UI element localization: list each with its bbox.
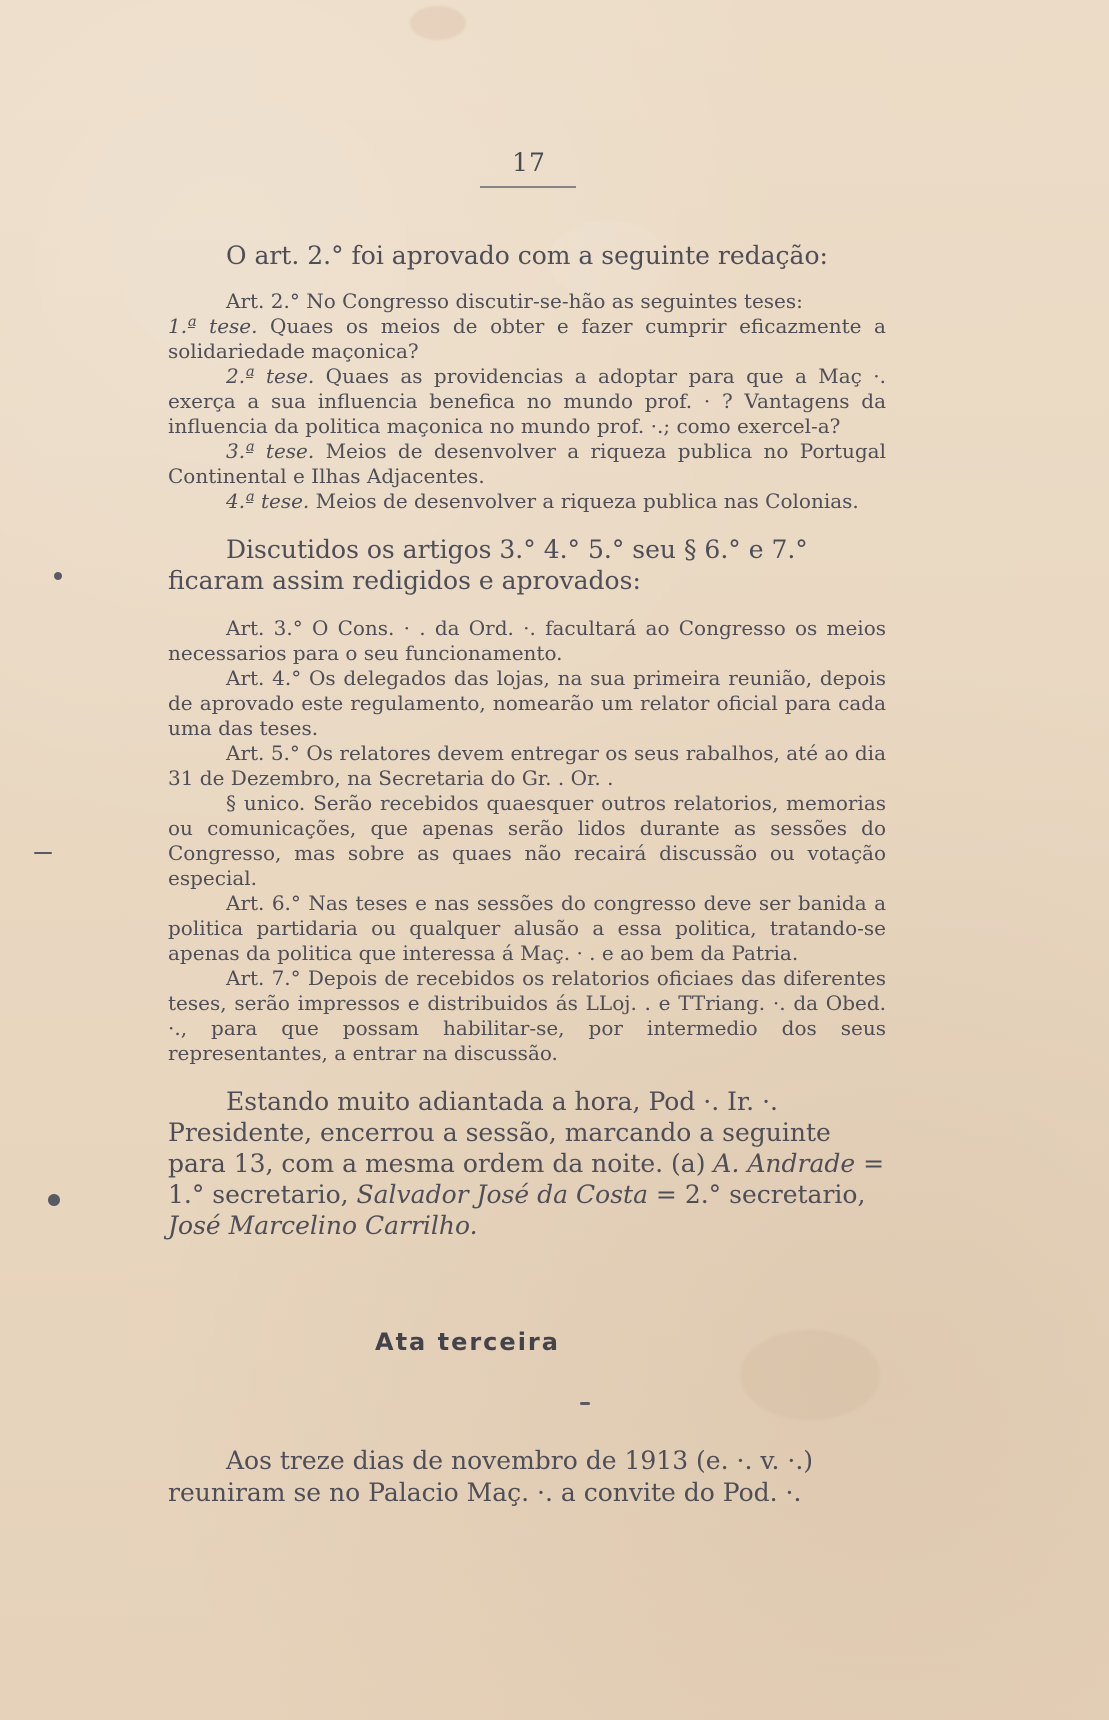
paragraph-space — [168, 596, 886, 616]
tese3-label: 3.ª tese. — [226, 439, 315, 463]
paragraph-art4: Art. 4.° Os delegados das lojas, na sua primeira reunião, depois de aprovado este regulamento, nomearão um relator oficial para cada uma das teses. — [168, 666, 886, 740]
tese2-text: Quaes as providencias a adoptar para que a Maç ·. exerça a sua influencia benefica no mundo prof. · ? Vantagens da influencia da politica maçonica no mundo prof. ·.; como exercel-a? — [168, 364, 886, 438]
closing-text-c: = 1.° secretario, — [168, 1149, 885, 1209]
paragraph-art5: Art. 5.° Os relatores devem entregar os seus rabalhos, até ao dia 31 de Dezembro, na Secretaria do Gr. . Or. . — [168, 741, 886, 790]
paragraph-unico: § unico. Serão recebidos quaesquer outros relatorios, memorias ou comunicações, que apenas serão lidos durante as sessões do Congresso, mas sobre as quaes não recairá discussão ou votação especial. — [168, 791, 886, 890]
tese3-text: Meios de desenvolver a riqueza publica no Portugal Continental e Ilhas Adjacentes. — [168, 439, 886, 488]
paragraph-art6: Art. 6.° Nas teses e nas sessões do congresso deve ser banida a politica partidaria ou qualquer alusão a essa politica, tratando-se apenas da politica que interessa á Maç. · . e ao bem da Patria. — [168, 891, 886, 965]
section-title: Ata terceira — [375, 1328, 560, 1356]
paragraph-tese4 — [168, 489, 886, 514]
paragraph-art7: Art. 7.° Depois de recebidos os relatorios oficiaes das diferentes teses, serão impressos e distribuidos ás LLoj. . e TTriang. ·. da Obed. ·., para que possam habilitar-se, por intermedio dos seus representantes, a entrar na discussão. — [168, 966, 886, 1065]
paragraph-tese2 — [168, 364, 886, 439]
tese1-text: Quaes os meios de obter e fazer cumprir eficazmente a solidariedade maçonica? — [168, 314, 886, 363]
margin-mark — [34, 852, 52, 854]
signature-name-costa: Salvador José da Costa — [356, 1180, 648, 1209]
tese4-text: Meios de desenvolver a riqueza publica nas Colonias. — [309, 489, 859, 513]
closing-text-a: Estando muito adiantada a hora, Pod ·. Ir. ·. Presidente, encerrou a sessão, marcando a seguinte para 13, com a mesma ordem da noite. (a) — [168, 1087, 831, 1178]
paper-stain — [740, 1330, 880, 1420]
section-mark — [580, 1402, 590, 1405]
bottom-paragraph: Aos treze dias de novembro de 1913 (e. ·. v. ·.) reuniram se no Palacio Maç. ·. a convite do Pod. ·. — [168, 1446, 814, 1507]
page-number-rule — [480, 186, 576, 188]
closing-paragraph — [168, 1086, 886, 1241]
margin-mark — [54, 572, 62, 580]
signature-name-andrade: A. Andrade — [713, 1149, 856, 1178]
discussion-paragraph: Discutidos os artigos 3.° 4.° 5.° seu § 6.° e 7.° ficaram assim redigidos e aprovados: — [168, 535, 808, 595]
paragraph-art3: Art. 3.° O Cons. · . da Ord. ·. facultará ao Congresso os meios necessarios para o seu funcionamento. — [168, 616, 886, 665]
paragraph-tese1 — [168, 314, 886, 364]
page-number: 17 — [512, 148, 546, 177]
tese4-label: 4.ª tese. — [226, 489, 310, 513]
tese1-label: 1.ª tese. — [168, 314, 258, 338]
paper-stain — [410, 6, 466, 40]
signature-name-carrilho: José Marcelino Carrilho. — [168, 1211, 478, 1240]
paragraph-space — [168, 514, 886, 534]
main-text — [168, 240, 886, 1241]
paragraph-tese3 — [168, 439, 886, 489]
paragraph-art2: Art. 2.° No Congresso discutir-se-hão as seguintes teses: — [226, 289, 803, 313]
closing-text-e: = 2.° secretario, — [647, 1180, 866, 1209]
paragraph-space — [168, 1066, 886, 1086]
intro-paragraph: O art. 2.° foi aprovado com a seguinte redação: — [226, 241, 828, 270]
tese2-label: 2.ª tese. — [226, 364, 315, 388]
margin-mark — [48, 1194, 60, 1206]
